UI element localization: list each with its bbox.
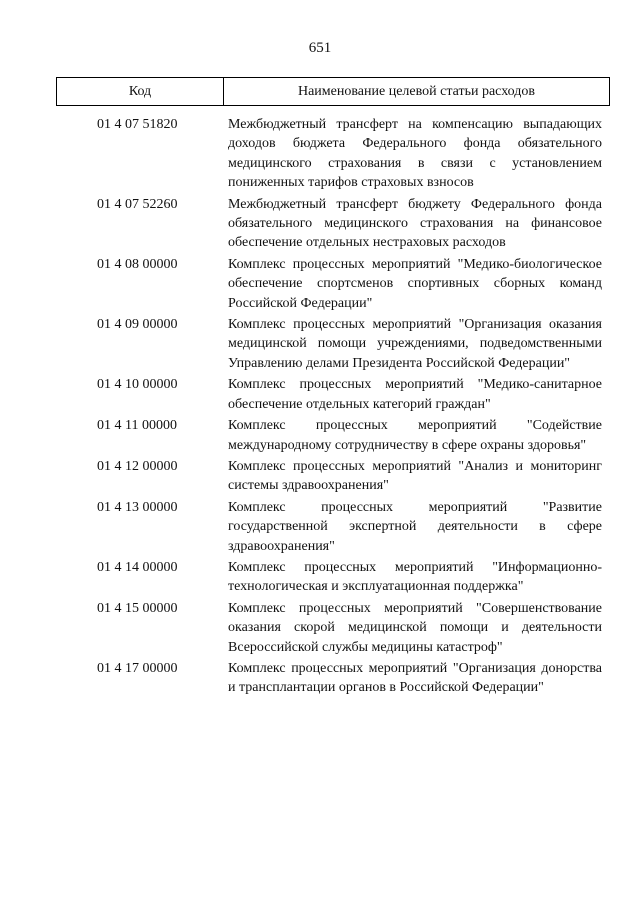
table-header: [56, 77, 610, 106]
row-code: 01 4 13 00000: [97, 499, 178, 515]
row-code: 01 4 09 00000: [97, 317, 178, 333]
row-description: Комплекс процессных мероприятий "Медико-биологическое обеспечение спортсменов спортивных сборных команд Российской Федерации": [228, 256, 602, 311]
table-row: [0, 659, 640, 698]
table-row: [0, 498, 640, 556]
row-description: Комплекс процессных мероприятий "Информационно-технологическая и эксплуатационная поддержка": [228, 559, 602, 595]
row-description: Комплекс процессных мероприятий "Медико-санитарное обеспечение отдельных категорий граждан": [228, 377, 602, 412]
table-row: [0, 375, 640, 414]
page-number: 651: [308, 40, 332, 56]
table-row: [0, 195, 640, 253]
row-code: 01 4 07 52260: [97, 196, 178, 212]
column-header-code: Код: [57, 78, 224, 105]
row-code: 01 4 17 00000: [97, 660, 178, 676]
row-code: 01 4 14 00000: [97, 559, 178, 575]
row-description: Комплекс процессных мероприятий "Развитие государственной экспертной деятельности в сфере здравоохранения": [228, 499, 602, 554]
table-row: [0, 416, 640, 455]
row-code: 01 4 11 00000: [97, 418, 177, 434]
row-description: Межбюджетный трансферт бюджету Федерального фонда обязательного медицинского страхования на финансовое обеспечение отдельных нестраховых расходов: [228, 196, 602, 251]
row-description: Комплекс процессных мероприятий "Анализ и мониторинг системы здравоохранения": [228, 458, 602, 494]
row-code: 01 4 15 00000: [97, 600, 178, 616]
table-body: [0, 115, 640, 700]
row-description: Комплекс процессных мероприятий "Содействие международному сотрудничеству в сфере охраны здоровья": [228, 418, 602, 453]
table-row: [0, 315, 640, 373]
row-description: Комплекс процессных мероприятий "Организация донорства и трансплантации органов в Российской Федерации": [228, 660, 602, 696]
row-description: Межбюджетный трансферт на компенсацию выпадающих доходов бюджета Федерального фонда обязательного медицинского страхования в связи с установлением пониженных тарифов страховых взносов: [228, 117, 602, 191]
table-row: [0, 558, 640, 597]
table-row: [0, 457, 640, 496]
column-header-name: Наименование целевой статьи расходов: [297, 83, 536, 99]
row-description: Комплекс процессных мероприятий "Совершенствование оказания скорой медицинской помощи и деятельности Всероссийской службы медицины катастроф": [228, 600, 602, 655]
row-code: 01 4 12 00000: [97, 458, 178, 474]
table-row: [0, 115, 640, 193]
row-code: 01 4 07 51820: [97, 117, 178, 132]
table-row: [0, 599, 640, 657]
row-description: Комплекс процессных мероприятий "Организация оказания медицинской помощи учреждениями, подведомственными Управлению делами Президента Российской Федерации": [228, 317, 602, 371]
row-code: 01 4 10 00000: [97, 377, 178, 393]
table-row: [0, 255, 640, 313]
row-code: 01 4 08 00000: [97, 256, 178, 272]
